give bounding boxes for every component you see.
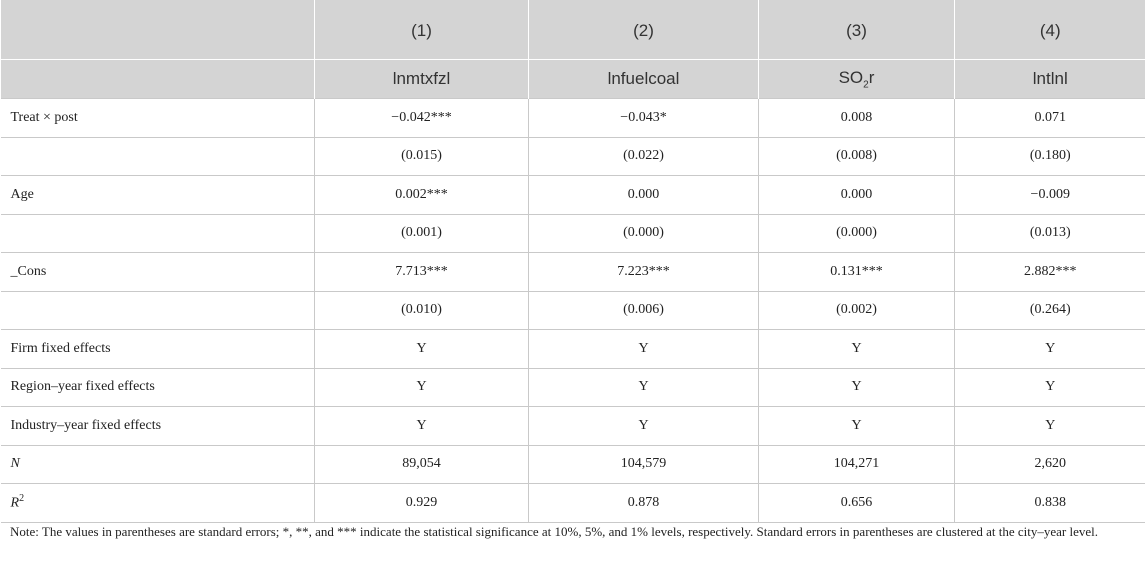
column-number-row	[1, 0, 1145, 60]
table-cell: 7.223***	[529, 253, 759, 292]
table-cell: 0.131***	[759, 253, 955, 292]
dependent-variable-row	[1, 60, 1145, 99]
row-label: Industry–year fixed effects	[1, 407, 315, 446]
table-row	[1, 253, 1145, 292]
row-label	[1, 291, 315, 330]
table-cell: Y	[759, 407, 955, 446]
table-row	[1, 407, 1145, 446]
table-cell: 0.071	[955, 99, 1145, 138]
table-cell: 104,579	[529, 445, 759, 484]
table-cell: Y	[955, 407, 1145, 446]
table-cell: 0.656	[759, 484, 955, 523]
row-label	[1, 137, 315, 176]
row-label	[1, 214, 315, 253]
table-cell: 2,620	[955, 445, 1145, 484]
table-cell: (0.180)	[955, 137, 1145, 176]
table-cell: 7.713***	[315, 253, 529, 292]
col-number-4: (4)	[955, 0, 1145, 60]
table-cell: (0.002)	[759, 291, 955, 330]
table-cell: (0.001)	[315, 214, 529, 253]
table-cell: (0.000)	[529, 214, 759, 253]
table-row	[1, 368, 1145, 407]
table-note: Note: The values in parentheses are standard errors; *, **, and *** indicate the statistical significance at 10%, 5%, and 1% levels, respectively. Standard errors in parentheses are clustered at the city–year level.	[10, 524, 1098, 539]
r-squared-exponent: 2	[19, 493, 25, 505]
dep-var-3-suffix: r	[868, 67, 875, 87]
table-cell: −0.009	[955, 176, 1145, 215]
table-cell: −0.042***	[315, 99, 529, 138]
table-row	[1, 214, 1145, 253]
table-cell: Y	[315, 368, 529, 407]
r-squared-base: R	[10, 496, 20, 512]
row-label: Treat × post	[1, 99, 315, 138]
table-row	[1, 137, 1145, 176]
table-row	[1, 291, 1145, 330]
dep-var-4: lntlnl	[955, 60, 1145, 99]
table-row	[1, 445, 1145, 484]
row-label: _Cons	[1, 253, 315, 292]
table-cell: 104,271	[759, 445, 955, 484]
table-body	[1, 99, 1145, 523]
dep-var-1: lnmtxfzl	[315, 60, 529, 99]
dep-var-2: lnfuelcoal	[529, 60, 759, 99]
table-cell: Y	[529, 330, 759, 369]
table-cell: 0.878	[529, 484, 759, 523]
table-cell: 0.008	[759, 99, 955, 138]
col-number-3: (3)	[759, 0, 955, 60]
table-cell: Y	[955, 368, 1145, 407]
row-label: Firm fixed effects	[1, 330, 315, 369]
table-cell: (0.022)	[529, 137, 759, 176]
table-cell: 0.000	[759, 176, 955, 215]
table-header	[1, 0, 1145, 99]
table-cell: (0.010)	[315, 291, 529, 330]
table-cell: (0.264)	[955, 291, 1145, 330]
row-label	[1, 484, 315, 523]
table-cell: (0.006)	[529, 291, 759, 330]
header-blank	[1, 0, 315, 60]
table-row	[1, 99, 1145, 138]
row-label: N	[1, 445, 315, 484]
table-cell: 0.002***	[315, 176, 529, 215]
table-cell: Y	[315, 330, 529, 369]
col-number-2: (2)	[529, 0, 759, 60]
table-row	[1, 484, 1145, 523]
table-cell: Y	[955, 330, 1145, 369]
table-cell: Y	[315, 407, 529, 446]
table-cell: 89,054	[315, 445, 529, 484]
table-cell: (0.013)	[955, 214, 1145, 253]
table-cell: Y	[759, 330, 955, 369]
dep-var-3-subscript: 2	[863, 79, 869, 91]
table-cell: 0.838	[955, 484, 1145, 523]
table-cell: 0.000	[529, 176, 759, 215]
table-cell: (0.015)	[315, 137, 529, 176]
row-label: Region–year fixed effects	[1, 368, 315, 407]
dep-var-3-base: SO	[838, 67, 864, 87]
table-cell: (0.000)	[759, 214, 955, 253]
table-cell: Y	[529, 368, 759, 407]
table-cell: 0.929	[315, 484, 529, 523]
header-blank	[1, 60, 315, 99]
table-cell: Y	[759, 368, 955, 407]
row-label: Age	[1, 176, 315, 215]
table-row	[1, 330, 1145, 369]
table-cell: −0.043*	[529, 99, 759, 138]
col-number-1: (1)	[315, 0, 529, 60]
table-cell: Y	[529, 407, 759, 446]
dep-var-3	[759, 60, 955, 99]
table-cell: 2.882***	[955, 253, 1145, 292]
table-cell: (0.008)	[759, 137, 955, 176]
table-row	[1, 176, 1145, 215]
